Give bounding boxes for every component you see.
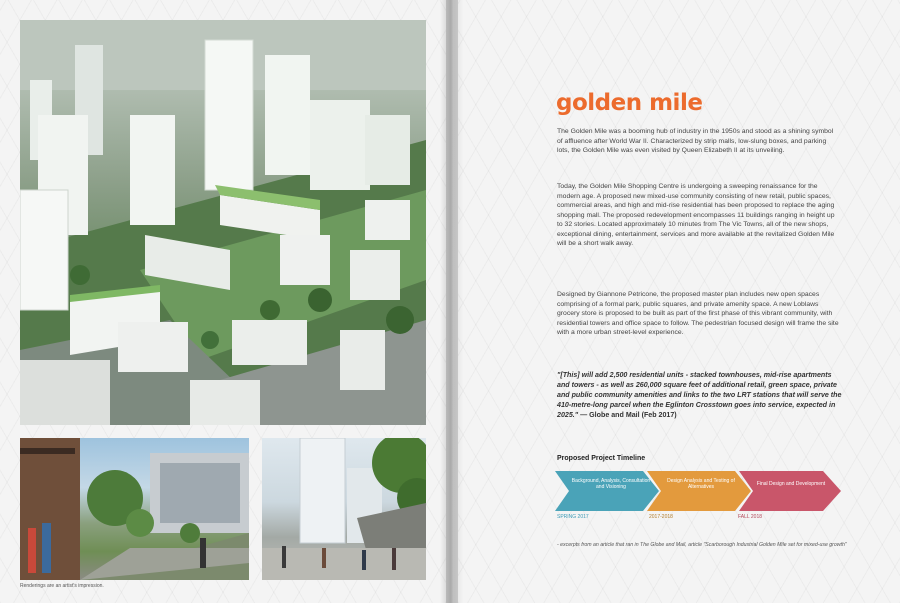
quote-source: — Globe and Mail (Feb 2017) <box>578 411 677 419</box>
timeline-step-2-label: Design Analysis and Testing of Alternatives <box>667 478 735 491</box>
plaza-rendering-illustration <box>262 438 426 580</box>
timeline-step-3-date: FALL 2018 <box>738 514 763 520</box>
timeline-arrow-3 <box>739 471 841 511</box>
timeline-step-1-label: Background, Analysis, Consultation and Visioning <box>571 478 651 491</box>
timeline-arrow-2 <box>647 471 751 511</box>
rendering-caption: Renderings are an artist's impression. <box>20 583 104 589</box>
timeline-step-2-date: 2017-2018 <box>649 514 673 520</box>
timeline-step-1-date: SPRING 2017 <box>557 514 589 520</box>
page-title: golden mile <box>556 90 703 116</box>
street-rendering-illustration <box>20 438 249 580</box>
aerial-rendering-illustration <box>20 20 426 425</box>
paragraph-renaissance: Today, the Golden Mile Shopping Centre is undergoing a sweeping renaissance for the modern age. A proposed new mixed-use community consisting of new retail, public spaces, commercial areas, and high and mid-rise residential has been proposed to replace the aging shopping mall. The proposed redevelopment encompasses 11 buildings ranging in height up to 32 stories. Located approximately 10 minutes from The Vic Towns, all of the new shops, exceptional dining, entertainment, services and more available at the revitalized Golden Mile will be a short walk away. <box>557 183 835 247</box>
quote-text: "[This] will add 2,500 residential units - stacked townhouses, mid-rise apartments and towers - as well as 260,000 square feet of additional retail, green space, private and public community amenities and links to the two LRT stations that will serve the 410-metre-long parcel when the Eglinton Crosstown goes into service, expected in 2025." <box>557 371 842 419</box>
paragraph-master-plan: Designed by Giannone Petricone, the proposed master plan includes new open spaces comprising of a formal park, public squares, and private amenity space. A new Loblaws grocery store is proposed to be built as part of the first phase of this vibrant community, with residential towers and office space to follow. The pedestrian focused design will frame the site with a more urban street-level experience. <box>557 291 839 336</box>
pull-quote <box>557 370 842 420</box>
page-gutter <box>440 0 464 603</box>
timeline-step-3-label: Final Design and Development <box>756 481 826 487</box>
plaza-rendering-image <box>262 438 426 580</box>
aerial-rendering-image <box>20 20 426 425</box>
street-rendering-image <box>20 438 249 580</box>
timeline-title: Proposed Project Timeline <box>557 455 646 462</box>
paragraph-history: The Golden Mile was a booming hub of industry in the 1950s and stood as a shining symbol of affluence after World War II. Characterized by strip malls, low-slung boxes, and parking lots, the Golden Mile was even visited by Queen Elizabeth II at its unveiling. <box>557 128 834 154</box>
timeline-arrow-1 <box>555 471 659 511</box>
timeline-arrows <box>555 469 845 513</box>
article-excerpt-note: - excerpts from an article that ran in The Globe and Mail, article "Scarborough Industrial Golden Mile set for mixed-use growth" <box>557 542 847 548</box>
